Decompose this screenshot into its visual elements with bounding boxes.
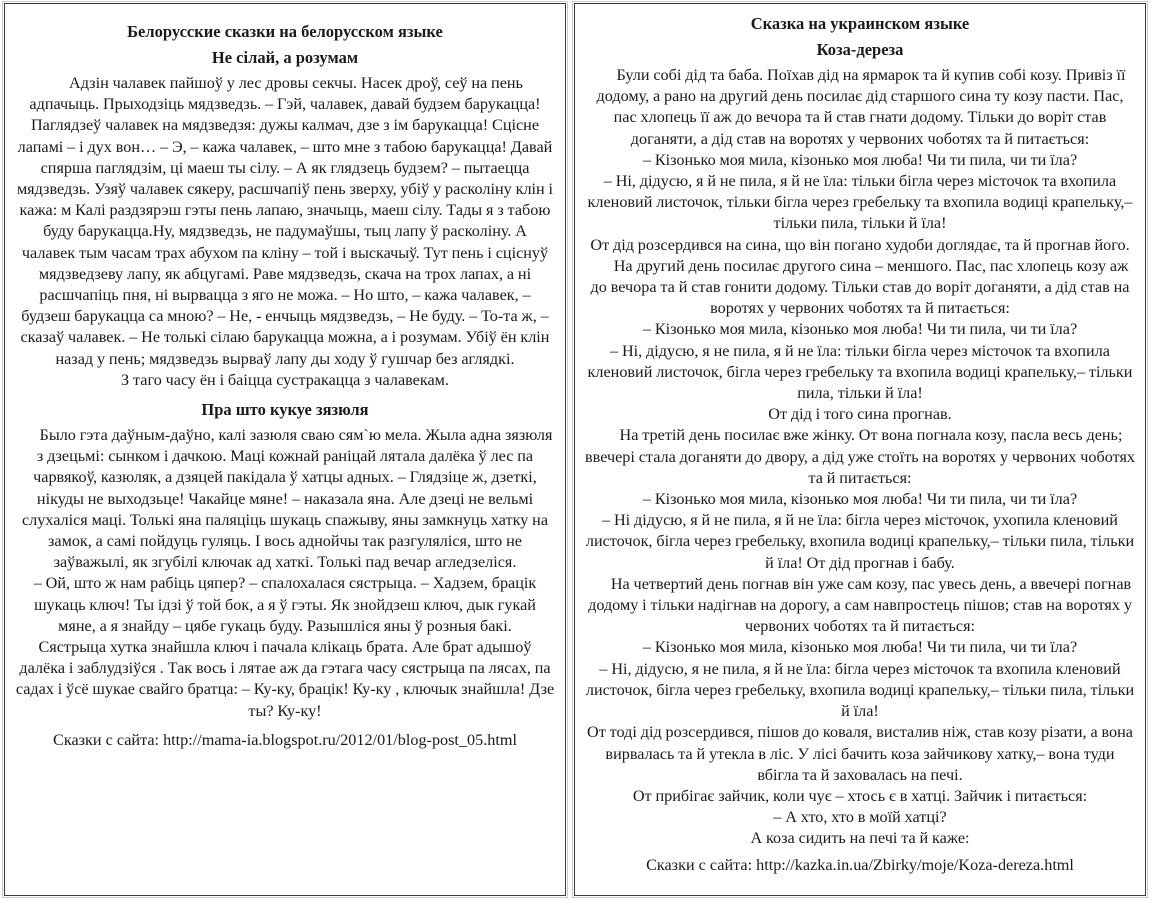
story-gap-left [15,391,555,399]
story-title-pra-shto-kukue-zyazyulya: Пра што кукуе зязюля [201,400,369,420]
right-text-column [574,3,1146,896]
paragraph: – Кізонько моя мила, кізонько моя люба! Чи ти пила, чи ти їла? [642,490,1078,509]
right-column-heading: Сказка на украинском языке [750,14,970,33]
left-text-column [4,3,566,896]
paragraph: – Ні, дідусю, я й не пила, я й не їла: тільки бігла через місточок та вхопила кленовий листочок, тільки бігла через гребельку та вхопила водиці крапельку,– тільки пила, тільки й їла! [587,172,1133,233]
paragraph: От прибігає зайчик, коли чує – хтось є в хатці. Зайчик і питається: [632,786,1088,805]
paragraph: – Кізонько моя мила, кізонько моя люба! Чи ти пила, чи ти їла? [642,320,1078,339]
paragraph: – А хто, хто в моїй хатці? [773,808,947,827]
paragraph: Адзін чалавек пайшоў у лес дровы секчы. Насек дроў, сеў на пень адпачыць. Прыходзіць мядзведзь. – Гэй, чалавек, давай будзем барукацца! Паглядзеў чалавек на мядзведзя: дужы калмач, дзе з ім барукацца! Сціснe лапамі – і дух вон… – Э, – кажа чалавек, – што мне з табою барукацца! Давай спярша паглядзім, ці маеш ты сілу. – А як глядзець будзем? – пытаецца мядзведзь. Узяў чалавек сякеру, расшчапіў пень зверху, убіў у расколіну клін і кажа: м Калі раздзярэш гэты пень лапаю, значыць, маеш сілу. Тады я з табою буду барукацца.Ну, мядзведзь, не падумаўшы, тыц лапу ў расколіну. А чалавек тым часам трах абухом па кліну – той і выскачыў. Тут пень і сціснуў мядзведзеву лапу, як абцугамі. Раве мядзведзь, скача на трох лапах, а ні расшчапіць пня, ні вырвацца з яго не можа. – Но што, – кажа чалавек, – будзеш барукацца са мною? – Не, - енчыць мядзведзь, – Не буду. – То-та ж, – сказаў чалавек. – Не толькі сілаю барукацца можна, а і розумам. Убіў ён клін назад у пень; мядзведзь вырваў лапу ды ходу ў гушчар без аглядкі. [16,74,554,368]
story-title-ne-silaj: Не сілай, а розумам [211,48,359,67]
left-column-body [15,73,555,751]
right-column-body [584,65,1136,876]
paragraph: – Ні, дідусю, я не пила, я й не їла: бігла через місточок та вхопила кленовий листочок, бігла через гребельку, вхопила водиці крапельку,– тільки пила, тільки й їла! [585,659,1135,721]
right-source-note: Сказки с сайта: http://kazka.in.ua/Zbirky/moje/Koza-dereza.html [646,855,1074,874]
paragraph: А коза сидить на печі та й каже: [750,829,970,848]
paragraph: От дід і того сина прогнав. [768,405,952,424]
paragraph: От тоді дід розсердився, пішов до коваля, висталив ніж, став козу різати, а вона вирвалась та й утекла в ліс. У лісі бачить коза зайчикову хатку,– вона туди вбігла та й заховалась на печі. [587,723,1133,784]
left-source-note: Сказки с сайта: http://mama-ia.blogspot.ru/2012/01/blog-post_05.html [53,730,517,749]
story-title-koza-dereza: Коза-дереза [816,40,904,59]
paragraph: З таго часу ён і баіцца сустракацца з чалавекам. [121,370,449,389]
paragraph: Было гэта даўным-даўно, калі зазюля сваю сям`ю мела. Жыла адна зязюля з дзецьмі: сынком і дачкою. Маці кожнай раніцай лятала далёка ў лес па чарвякоў, казюляк, а дзяцей пакідала ў хатцы адных. – Глядзіце ж, дзеткі, нікуды не выходзьце! Чакайце мяне! – наказала яна. Але дзеці не вельмі слухаліся маці. Толькі яна паляціць шукаць спажыву, яны замкнуць хатку на замок, а самі пойдуць гуляць. І вось аднойчы так разгуляліся, што не заўважылі, як згубілі ключак ад хаткі. Толькі пад вечар агледзеліся. [21,426,553,572]
paragraph: – Ой, што ж нам рабіць цяпер? – спалохалася сястрыца. – Хадзем, брацік шукаць ключ! Ты ідзі ў той бок, а я ў гэты. Як знойдзеш ключ, дык гукай мяне, а я знайду – цябе гукаць буду. Разышліся яны ў розныя бакі. [33,574,537,635]
paragraph: Сястрыца хутка знайшла ключ і пачала клікаць брата. Але брат адышоў далёка і заблудзіўся . Так вось і лятае аж да гэтага часу сястрыца па лясах, па садах і ўсё шукае свайго братца: – Ку-ку, брацік! Ку-ку , ключык знайшла! Дзе ты? Ку-ку! [15,638,555,720]
paragraph: Були собі дід та баба. Поїхав дід на ярмарок та й купив собі козу. Привіз її додому, а рано на другий день посилає дід старшого сина ту козу пасти. Пас, пас хлопець її аж до вечора та й став гнати додому. Тільки до воріт став доганяти, а дід став на воротях у червоних чоботях та й питається: [596,66,1126,148]
paragraph: На четвертий день погнав він уже сам козу, пас увесь день, а ввечері погнав додому і тільки надігнав на дорогу, а сам навпростець пішов; став на воротях у червоних чоботях та й питається: [588,574,1132,636]
paragraph: – Кізонько моя мила, кізонько моя люба! Чи ти пила, чи ти їла? [642,150,1078,169]
top-spacer-left [15,10,555,21]
paragraph: – Ні, дідусю, я не пила, я й не їла: тільки бігла через місточок та вхопила кленовий листочок, бігла через гребельку та вхопила водиці крапельку,– тільки пила, тільки й їла! [587,341,1133,403]
paragraph: На другий день посилає другого сина – меншого. Пас, пас хлопець козу аж до вечора та й став гонити додому. Тільки став до воріт доганяти, а дід став на воротях у червоних чоботях та й питається: [590,256,1130,318]
source-gap-left [15,722,555,730]
paragraph: – Ні дідусю, я й не пила, я й не їла: бігла через місточок, ухопила кленовий листочок, бігла через гребельку, вхопила водиці крапельку,– тільки пила, тільки й їла! От дід прогнав і бабу. [585,511,1135,572]
paragraph: На третій день посилає вже жінку. От вона погнала козу, пасла весь день; ввечері стала доганяти до двору, а дід уже стоїть на воротях у червоних чоботях та й питається: [585,426,1135,487]
paragraph: – Кізонько моя мила, кізонько моя люба! Чи ти пила, чи ти їла? [642,638,1078,657]
paragraph: От дід розсердився на сина, що він погано худоби доглядає, та й прогнав його. [590,235,1130,254]
left-column-heading: Белорусские сказки на белорусском языке [127,22,443,41]
